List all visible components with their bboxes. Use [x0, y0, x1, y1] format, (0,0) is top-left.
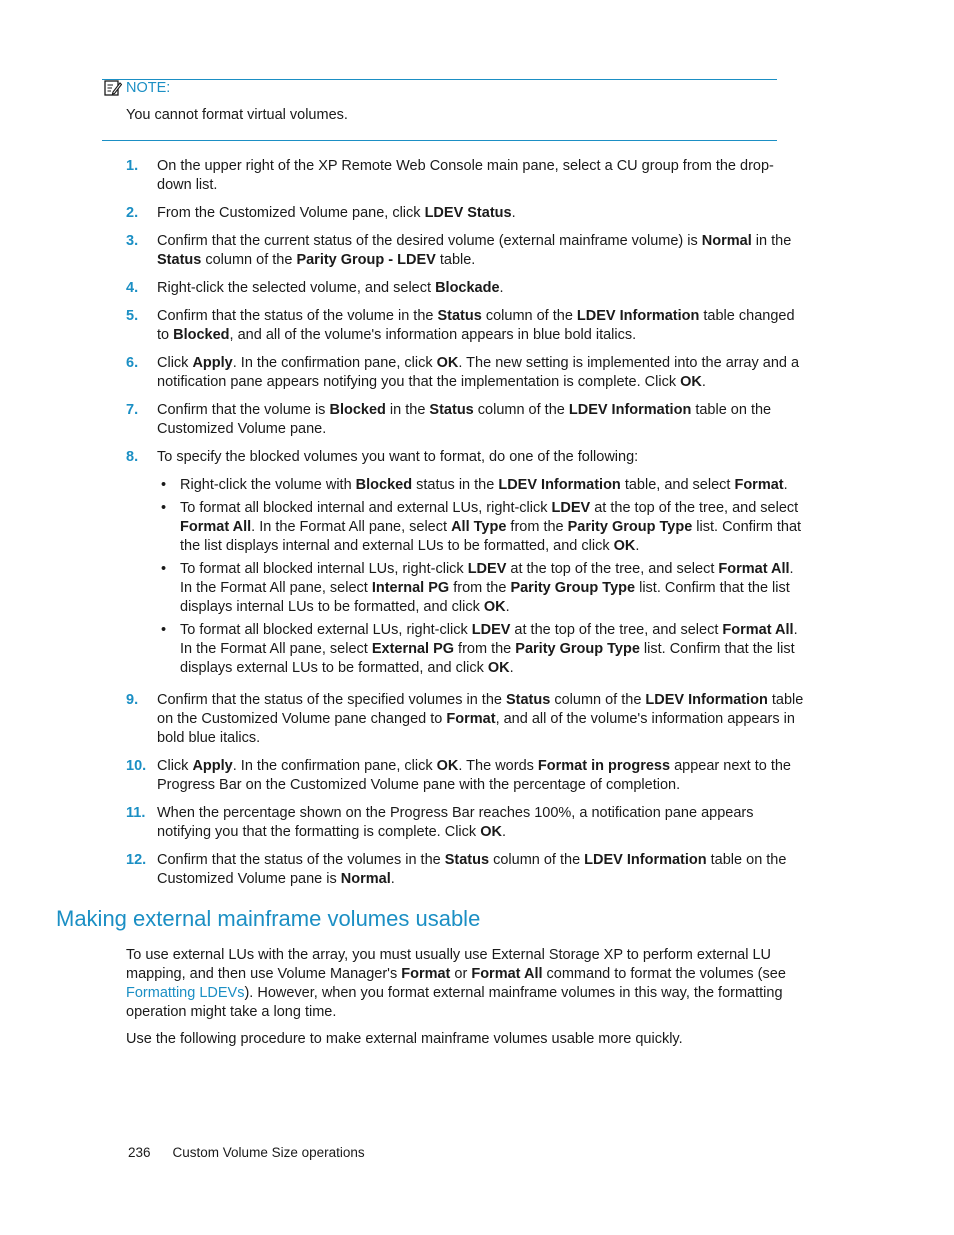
step-number: 6.: [126, 355, 139, 371]
bullet-mark: •: [161, 622, 167, 638]
step-number: 2.: [126, 205, 139, 221]
bullet-text: To format all blocked external LUs, right-click LDEV at the top of the tree, and select Format All. In the Format All pane, select External PG from the Parity Group Type list. Confirm that the list displays external LUs to be formatted, and click OK.: [180, 622, 798, 676]
step-text: On the upper right of the XP Remote Web Console main pane, select a CU group from the drop-down list.: [157, 158, 774, 193]
step-text: Click Apply. In the confirmation pane, click OK. The words Format in progress appear next to the Progress Bar on the Customized Volume pane with the percentage of completion.: [157, 758, 791, 793]
procedure-step: [126, 232, 806, 270]
step-number: 12.: [126, 852, 147, 868]
step-text: Confirm that the status of the specified volumes in the Status column of the LDEV Information table on the Customized Volume pane changed to Format, and all of the volume's information appears in bold blue italics.: [157, 692, 804, 746]
step-text: Confirm that the status of the volume in the Status column of the LDEV Information table changed to Blocked, and all of the volume's information appears in blue bold italics.: [157, 308, 795, 343]
step-text: To specify the blocked volumes you want to format, do one of the following: • Right-click the volume with Blocked status in the LDEV Information table, and select Format. • To format all blocked internal and external LUs, right-click LDEV at the top of the tree, and select Format All. In the Format All pane, select All Type from the Parity Group Type list. Confirm that the list displays internal and external LUs to be formatted, and click OK. • To format all blocked internal LUs, right-click LDEV at the top of the tree, and select Format All. In the Format All pane, select Internal PG from the Parity Group Type list. Confirm that the list displays internal LUs to be formatted, and click OK. • To format all blocked external LUs, right-click LDEV at the top of the tree, and select Format All. In the Format All pane, select External PG from the Parity Group Type list. Confirm that the list displays external LUs to be formatted, and click OK.: [157, 448, 806, 682]
procedure-step: [126, 757, 806, 795]
procedure-step: [126, 401, 806, 439]
note-heading: [104, 80, 170, 96]
procedure-step: [126, 804, 806, 842]
step-text: From the Customized Volume pane, click LDEV Status.: [157, 205, 516, 221]
procedure-step: [126, 354, 806, 392]
step-number: 4.: [126, 280, 139, 296]
procedure-step: [126, 448, 806, 682]
procedure-step: [126, 157, 806, 195]
step-number: 9.: [126, 692, 139, 708]
step-number: 3.: [126, 233, 139, 249]
bullet-mark: •: [161, 477, 167, 493]
bullet-mark: •: [161, 500, 167, 516]
section-paragraph-1: To use external LUs with the array, you must usually use External Storage XP to perform external LU mapping, and then use Volume Manager's Format or Format All command to format the volumes (see Formatting LDEVs). However, when you format external mainframe volumes in this way, the formatting operation might take a long time.: [126, 947, 786, 1020]
bullet-item: [157, 499, 806, 556]
note-pencil-icon: [104, 80, 122, 96]
procedure-step: [126, 851, 806, 889]
step-text: Confirm that the current status of the desired volume (external mainframe volume) is Normal in the Status column of the Parity Group - LDEV table.: [157, 233, 792, 268]
step-number: 11.: [126, 805, 146, 821]
bullet-item: [157, 560, 806, 617]
chapter-title: Custom Volume Size operations: [172, 1145, 365, 1160]
section-paragraph-2: Use the following procedure to make external mainframe volumes usable more quickly.: [126, 1031, 683, 1047]
bullet-mark: •: [161, 561, 167, 577]
step-text: Confirm that the volume is Blocked in the Status column of the LDEV Information table on the Customized Volume pane.: [157, 402, 772, 437]
procedure-step: [126, 307, 806, 345]
step-number: 1.: [126, 158, 139, 174]
step-number: 7.: [126, 402, 139, 418]
bullet-text: To format all blocked internal and external LUs, right-click LDEV at the top of the tree, and select Format All. In the Format All pane, select All Type from the Parity Group Type list. Confirm that the list displays internal and external LUs to be formatted, and click OK.: [180, 500, 802, 554]
bullet-item: [157, 476, 806, 495]
note-bottom-rule: [102, 140, 777, 141]
bullet-text: To format all blocked internal LUs, right-click LDEV at the top of the tree, and select Format All. In the Format All pane, select Internal PG from the Parity Group Type list. Confirm that the list displays internal LUs to be formatted, and click OK.: [180, 561, 794, 615]
step-number: 10.: [126, 758, 147, 774]
procedure-step: [126, 204, 806, 223]
step-bullet-list: [157, 476, 806, 678]
note-top-rule: [102, 79, 777, 80]
procedure-steps: [126, 157, 806, 898]
page-footer: [128, 1145, 365, 1160]
bullet-text: Right-click the volume with Blocked status in the LDEV Information table, and select Format.: [180, 477, 788, 493]
note-label: NOTE:: [126, 80, 171, 96]
step-text: When the percentage shown on the Progress Bar reaches 100%, a notification pane appears notifying you that the formatting is complete. Click OK.: [157, 805, 754, 840]
step-text: Click Apply. In the confirmation pane, click OK. The new setting is implemented into the array and a notification pane appears notifying you that the implementation is complete. Click OK.: [157, 355, 800, 390]
section-title: Making external mainframe volumes usable: [56, 906, 481, 931]
note-text: You cannot format virtual volumes.: [126, 107, 348, 123]
procedure-step: [126, 279, 806, 298]
formatting-ldevs-link[interactable]: Formatting LDEVs: [126, 985, 245, 1001]
procedure-step: [126, 691, 806, 748]
step-text: Right-click the selected volume, and select Blockade.: [157, 280, 504, 296]
step-text: Confirm that the status of the volumes in the Status column of the LDEV Information table on the Customized Volume pane is Normal.: [157, 852, 787, 887]
bullet-item: [157, 621, 806, 678]
step-number: 8.: [126, 449, 139, 465]
step-number: 5.: [126, 308, 139, 324]
page-number: 236: [128, 1145, 151, 1160]
